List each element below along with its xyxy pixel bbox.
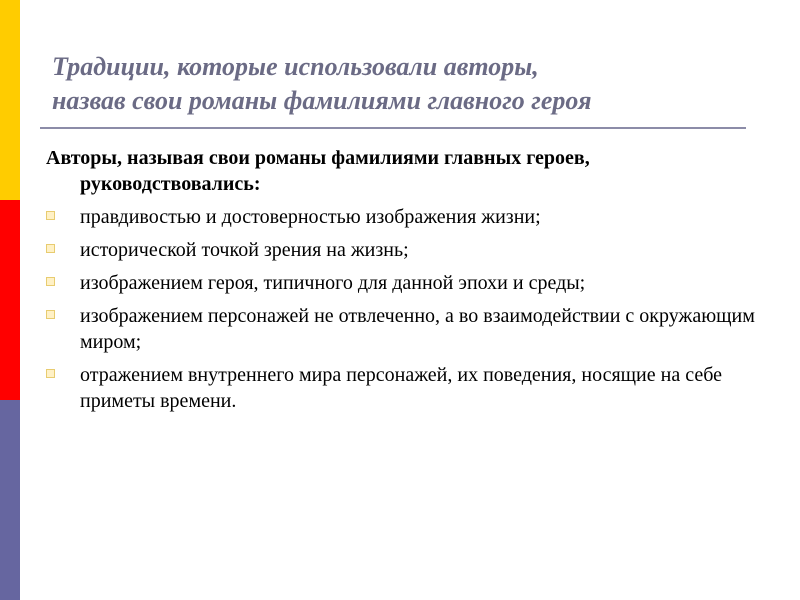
square-bullet-icon <box>46 211 55 220</box>
list-item-text: отражением внутреннего мира персонажей, их поведения, носящие на себе приметы времени. <box>80 364 723 412</box>
side-strip-red <box>0 200 20 400</box>
slide-title <box>52 50 772 118</box>
slide-title-line-1: Традиции, которые использовали авторы, <box>52 52 539 81</box>
square-bullet-icon <box>46 310 55 319</box>
list-item-text: изображением героя, типичного для данной эпохи и среды; <box>80 272 586 294</box>
list-item-text: исторической точкой зрения на жизнь; <box>80 239 409 261</box>
slide-title-line-2: назвав свои романы фамилиями главного героя <box>52 86 592 115</box>
bullet-list <box>46 204 770 414</box>
square-bullet-icon <box>46 369 55 378</box>
lead-paragraph: Авторы, называя свои романы фамилиями главных героев, руководствовались: <box>46 147 590 195</box>
side-strip-yellow <box>0 0 20 200</box>
list-item <box>46 362 770 414</box>
list-item-text: правдивостью и достоверностью изображения жизни; <box>80 206 541 228</box>
square-bullet-icon <box>46 244 55 253</box>
square-bullet-icon <box>46 277 55 286</box>
list-item <box>46 237 770 263</box>
list-item <box>46 204 770 230</box>
list-item <box>46 270 770 296</box>
slide-body <box>46 145 770 421</box>
list-item-text: изображением персонажей не отвлеченно, а во взаимодействии с окружающим миром; <box>80 305 755 353</box>
side-strip-blue <box>0 400 20 600</box>
title-divider <box>40 127 746 129</box>
list-item <box>46 303 770 355</box>
